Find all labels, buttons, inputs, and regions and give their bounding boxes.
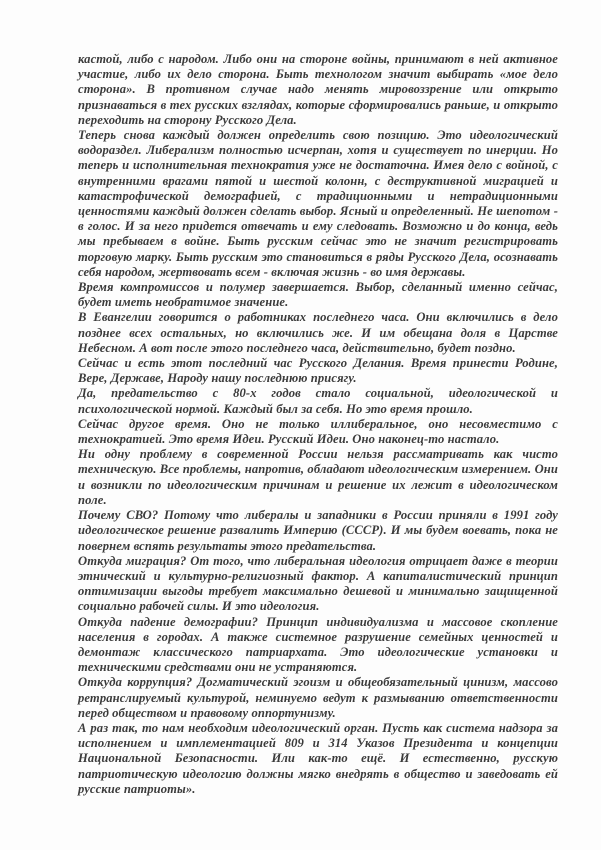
paragraph: Почему СВО? Потому что либералы и западники в России приняли в 1991 году идеологическое решение развалить Империю (СССР). И мы будем воевать, пока не повернем вспять результаты этого предательства.: [78, 508, 558, 553]
paragraph: Время компромиссов и полумер завершается. Выбор, сделанный именно сейчас, будет иметь необратимое значение.: [78, 280, 558, 310]
paragraph: Сейчас другое время. Оно не только иллиберальное, оно несовместимо с технократией. Это время Идеи. Русский Идеи. Оно наконец-то настало.: [78, 416, 558, 447]
paragraph: Откуда коррупция? Догматический эгоизм и общеобязательный цинизм, массово ретранслируемый культурой, неминуемо ведут к размыванию ответственности перед обществом и правовому оппортунизму.: [78, 675, 558, 720]
paragraph: Да, предательство с 80-х годов стало социальной, идеологической и психологической нормой. Каждый был за себя. Но это время прошло.: [78, 386, 558, 416]
paragraph: Ни одну проблему в современной России нельзя рассматривать как чисто техническую. Все проблемы, напротив, обладают идеологическим измерением. Они и возникли по идеологическим причинам и решение их лежит в идеологическом поле.: [78, 447, 558, 507]
paragraph: Сейчас и есть этот последний час Русского Делания. Время принести Родине, Вере, Державе, Народу нашу последнюю присягу.: [78, 356, 558, 386]
document-text-block: [78, 52, 558, 797]
paragraph: Теперь снова каждый должен определить свою позицию. Это идеологический водораздел. Либерализм полностью исчерпан, хотя и существует по инерции. Но теперь и исполнительная технократия уже не достаточна. Имея дело с войной, с внутренними врагами пятой и шестой колонн, с деструктивной миграцией и катастрофической демографией, с традиционными и нетрадиционными ценностями каждый должен сделать выбор. Ясный и определенный. Не шепотом - в голос. И за него придется отвечать и ему следовать. Возможно и до конца, ведь мы пребываем в войне. Быть русским сейчас это не значит регистрировать торговую марку. Быть русским это становиться в ряды Русского Дела, осознавать себя народом, жертвовать всем - включая жизнь - во имя державы.: [78, 128, 558, 279]
paragraph: Откуда падение демографии? Принцип индивидуализма и массовое скопление населения в городах. А также системное разрушение семейных ценностей и демонтаж классического патриархата. Это идеологические установки и техническими средствами они не устраняются.: [78, 614, 558, 675]
paragraph: А раз так, то нам необходим идеологический орган. Пусть как система надзора за исполнением и имплементацией 809 и 314 Указов Президента и концепции Национальной Безопасности. Или как-то ещё. И естественно, русскую патриотическую идеологию должны мягко внедрять в общество и заведовать ей русские патриоты».: [78, 720, 558, 796]
paragraph: В Евангелии говорится о работниках последнего часа. Они включились в дело позднее всех остальных, но включились же. И им обещана доля в Царстве Небесном. А вот после этого последнего часа, действительно, будет поздно.: [78, 310, 558, 355]
paragraph: Откуда миграция? От того, что либеральная идеология отрицает даже в теории этнический и культурно-религиозный фактор. А капиталистический принцип оптимизации выгоды требует максимально дешевой и минимально защищенной социально рабочей силы. И это идеология.: [78, 553, 558, 614]
paragraph: кастой, либо с народом. Либо они на стороне войны, принимают в ней активное участие, либо их дело сторона. Быть технологом значит выбирать «мое дело сторона». В противном случае надо менять мировоззрение или открыто признаваться в тех русских взглядах, которые сформировались раньше, и открыто переходить на сторону Русского Дела.: [78, 52, 558, 127]
